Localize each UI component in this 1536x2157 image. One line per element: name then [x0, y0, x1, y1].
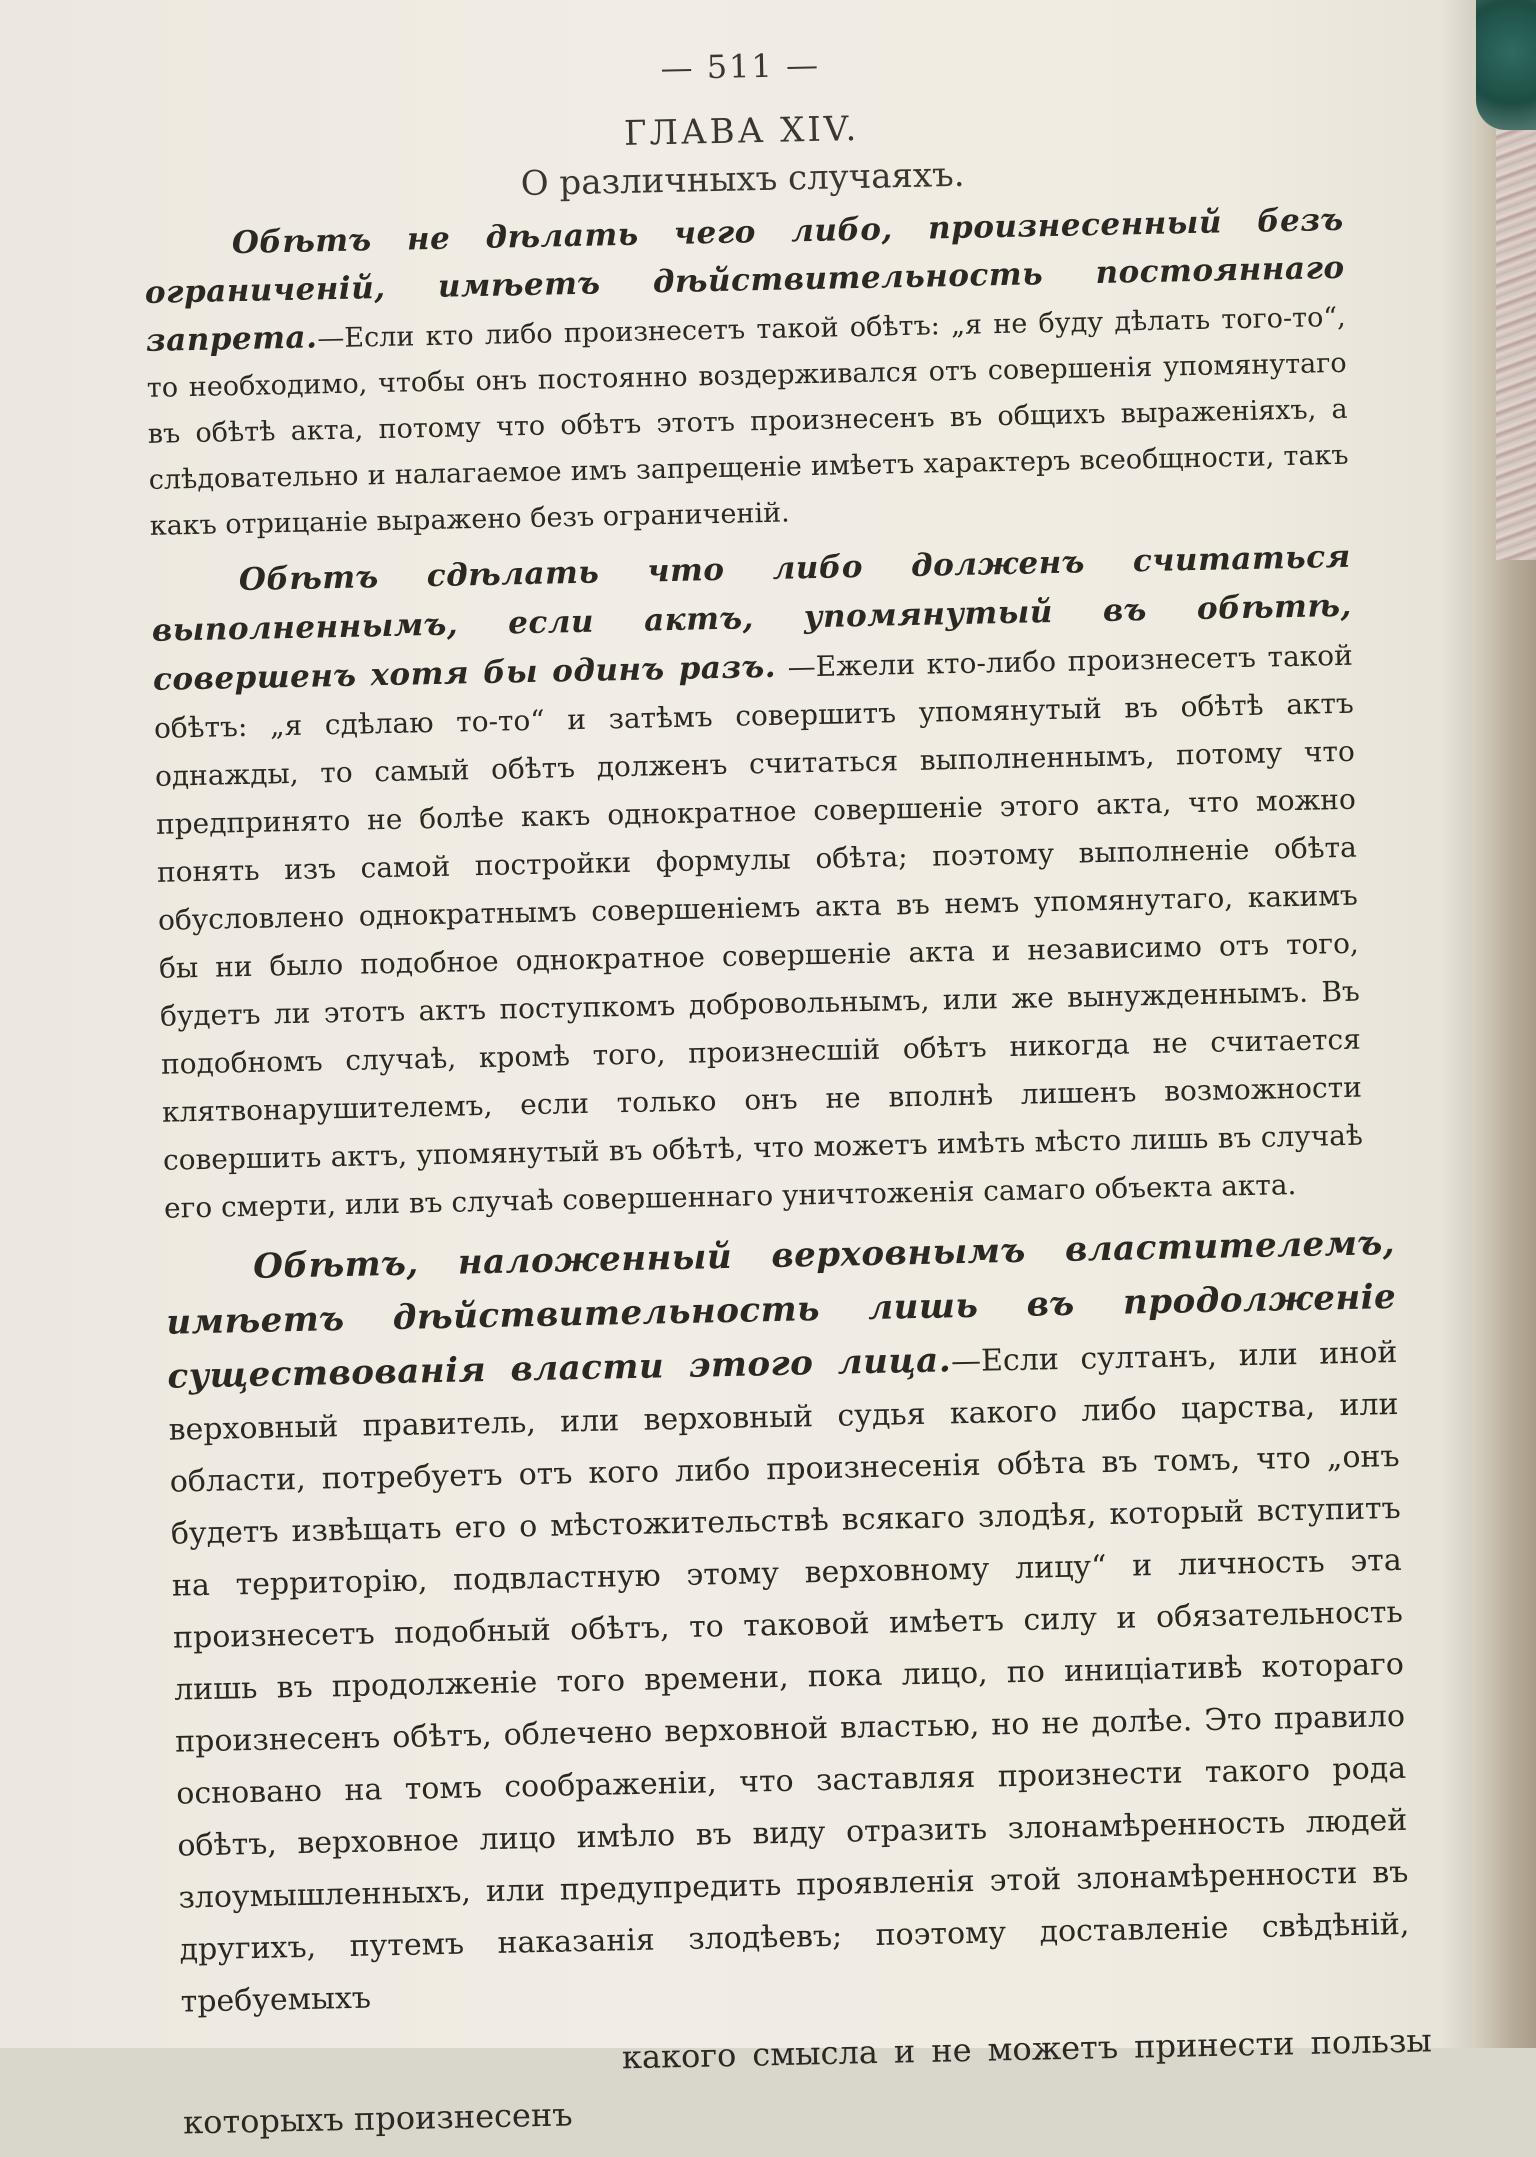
paragraph-2-body: —Ежели кто-либо произнесетъ такой обѣтъ: „я сдѣлаю то-то“ и затѣмъ совершитъ упомянутый въ обѣтѣ актъ однажды, то самый обѣтъ долженъ считаться выполненнымъ, потому что предпринято не болѣе какъ однократное совершеніе этого акта, что можно понять изъ самой постройки формулы обѣта; поэтому выполненіе обѣта обусловлено однократнымъ совершеніемъ акта въ немъ упомянутаго, какимъ бы ни было подобное однократное совершеніе акта и независимо отъ того, будетъ ли этотъ актъ поступкомъ добровольнымъ, или же вынужденнымъ. Въ подобномъ случаѣ, кромѣ того, произнесшій обѣтъ никогда не считается клятвонарушителемъ, если только онъ не вполнѣ лишенъ возможности совершить актъ, упомянутый въ обѣтѣ, что можетъ имѣть мѣсто лишь въ случаѣ его смерти, или въ случаѣ совершеннаго уничтоженія самаго объекта акта.	[153, 638, 1364, 1225]
chapter-title: ГЛАВА XIV.	[623, 108, 860, 154]
paragraph-4-text-end: которыхъ произнесенъ	[182, 2095, 573, 2142]
page-number: — 511 —	[660, 45, 821, 88]
paragraph-2-heading: Обѣтъ сдѣлать что либо долженъ считаться выполненнымъ, если актъ, упомянутый въ обѣтѣ, совершенъ хотя бы одинъ разъ.	[151, 538, 1353, 698]
chapter-subtitle: О различныхъ случаяхъ.	[520, 154, 965, 205]
cover-corner	[1476, 0, 1536, 130]
paragraph-3	[165, 1217, 1411, 2029]
paragraph-3-heading: Обѣтъ, наложенный верховнымъ властителемъ, имѣетъ дѣйствительность лишь въ продолженіе существованія власти этого лица.	[166, 1222, 1397, 1397]
page-text	[140, 35, 1433, 2157]
paragraph-3-body: —Если султанъ, или иной верховный правитель, или верховный судья какого либо царства, или области, потребуетъ отъ кого либо произнесенія обѣта въ томъ, что „онъ будетъ извѣщать его о мѣстожительствѣ всякаго злодѣя, который вступитъ на территорію, подвластную этому верховному лицу“ и личность эта произнесетъ подобный обѣтъ, то таковой имѣетъ силу и обязательность лишь въ продолженіе того времени, пока лицо, по иниціативѣ котораго произнесенъ обѣтъ, облечено верховной властью, но не долѣе. Это правило основано на томъ соображеніи, что заставляя произнести такого рода обѣтъ, верховное лицо имѣло въ виду отразить злонамѣренность людей злоумышленныхъ, или предупредить проявленія этой злонамѣренности въ другихъ, путемъ наказанія злодѣевъ; поэтому доставленіе свѣдѣній, требуемыхъ	[168, 1334, 1410, 2020]
paragraph-2	[150, 533, 1364, 1233]
page-gutter-shadow	[1442, 0, 1472, 2048]
paragraph-1	[143, 197, 1350, 550]
paragraph-4-text: какого смысла и не можетъ принести пользы	[621, 2021, 1433, 2077]
paragraph-4-fragment	[181, 2012, 1433, 2150]
paragraph-1-body: —Если кто либо произнесетъ такой обѣтъ: „я не буду дѣлать того-то“, то необходимо, чтобы онъ постоянно воздерживался отъ совершенія упомянутаго въ обѣтѣ акта, потому что обѣтъ этотъ произнесенъ въ общихъ выраженіяхъ, а слѣдовательно и налагаемое имъ запрещеніе имѣетъ характеръ всеобщности, такъ какъ отрицаніе выражено безъ ограниченій.	[146, 301, 1349, 542]
paragraph-1-heading: Обѣтъ не дѣлать чего либо, произнесенный безъ ограниченій, имѣетъ дѣйствительность постояннаго запрета.	[144, 201, 1345, 359]
